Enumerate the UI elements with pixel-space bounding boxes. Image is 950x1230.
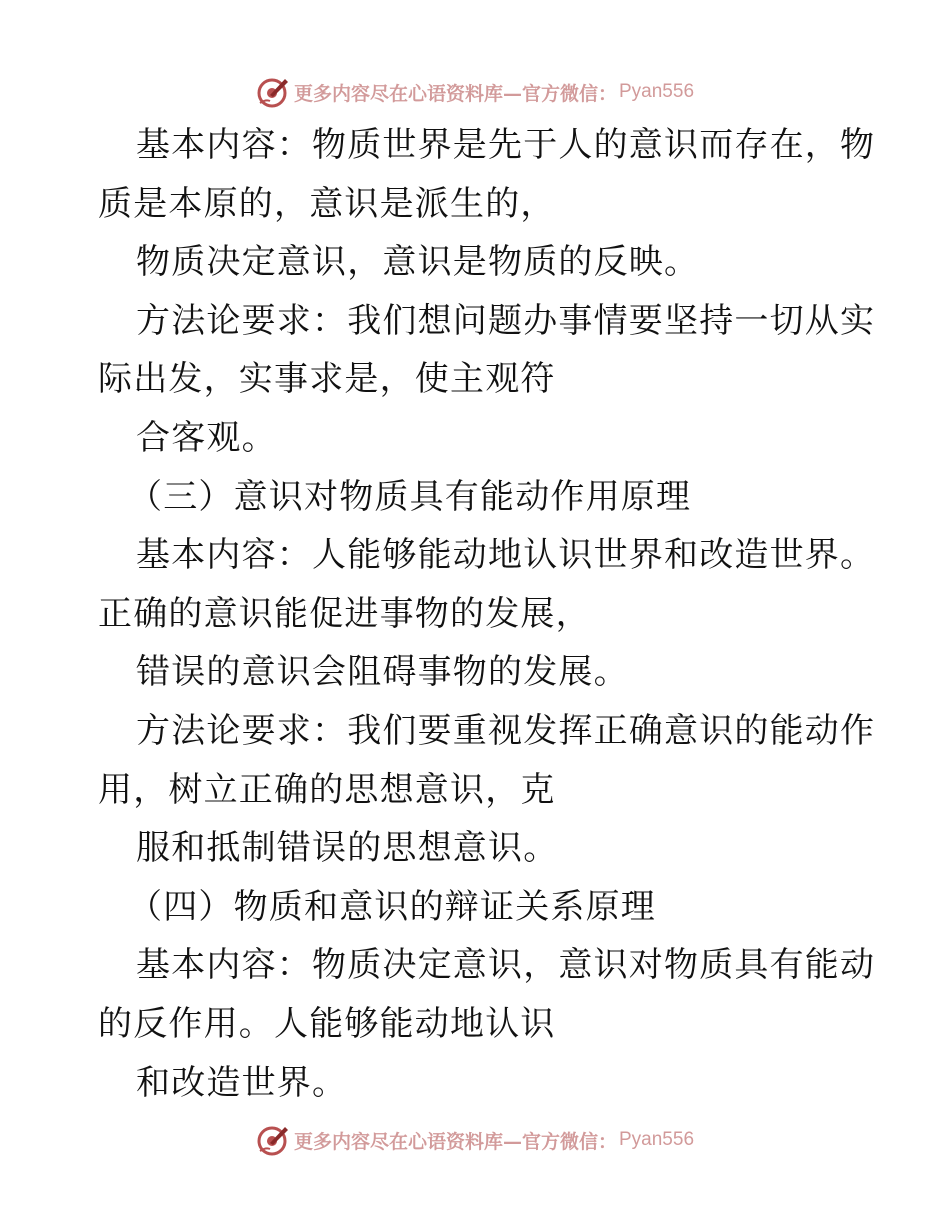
paragraph-line: 合客观。	[136, 417, 277, 458]
paragraph-line: 服和抵制错误的思想意识。	[136, 828, 559, 869]
section-heading: （四）物质和意识的辩证关系原理	[128, 886, 656, 927]
pen-logo-icon	[256, 1123, 290, 1157]
paragraph-line: 方法论要求：我们要重视发挥正确意识的能动作	[136, 710, 876, 751]
paragraph-line: 的反作用。人能够能动地认识	[98, 1003, 556, 1044]
paragraph-line: 物质决定意识，意识是物质的反映。	[136, 242, 700, 283]
paragraph-line: 用，树立正确的思想意识，克	[98, 769, 556, 810]
paragraph-line: 基本内容：物质决定意识，意识对物质具有能动	[136, 945, 876, 986]
paragraph-line: 错误的意识会阻碍事物的发展。	[136, 652, 629, 693]
paragraph-line: 际出发，实事求是，使主观符	[98, 359, 556, 400]
paragraph-line: 基本内容：物质世界是先于人的意识而存在，物	[136, 125, 876, 165]
section-heading: （三）意识对物质具有能动作用原理	[128, 476, 692, 517]
header-watermark	[0, 72, 950, 112]
paragraph-line: 质是本原的，意识是派生的，	[98, 183, 556, 224]
pen-logo-icon	[256, 75, 290, 109]
paragraph-line: 方法论要求：我们想问题办事情要坚持一切从实	[136, 300, 876, 341]
watermark-wechat-id: Pyan556	[619, 81, 695, 102]
watermark-text: 更多内容尽在心语资料库—官方微信：	[293, 82, 617, 105]
document-body	[98, 116, 876, 1112]
footer-watermark	[0, 1120, 950, 1160]
watermark-wechat-id: Pyan556	[619, 1129, 695, 1150]
paragraph-line: 基本内容：人能够能动地认识世界和改造世界。	[136, 535, 876, 576]
paragraph-line: 正确的意识能促进事物的发展，	[98, 593, 591, 634]
paragraph-line: 和改造世界。	[136, 1062, 348, 1103]
watermark-text: 更多内容尽在心语资料库—官方微信：	[293, 1130, 617, 1153]
